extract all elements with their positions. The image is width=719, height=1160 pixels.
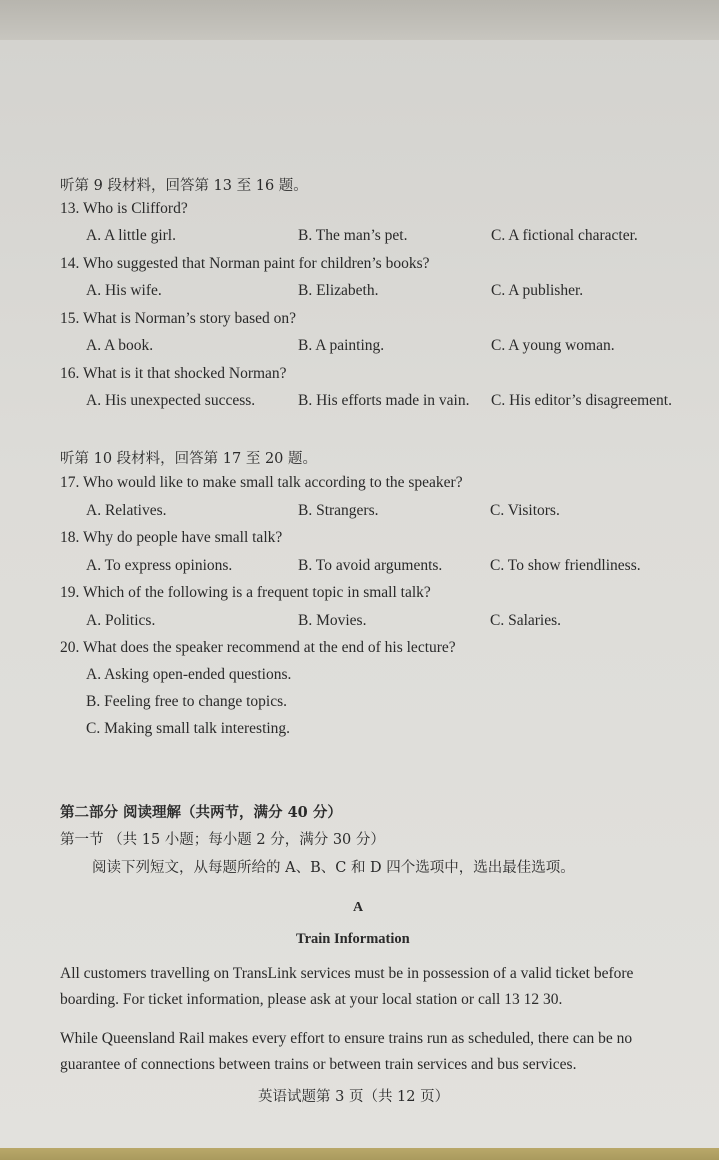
question-15: 15. What is Norman’s story based on?: [60, 310, 297, 327]
question-16: 16. What is it that shocked Norman?: [60, 365, 287, 382]
q15-option-c: C. A young woman.: [491, 337, 615, 354]
q18-option-a: A. To express opinions.: [86, 557, 233, 574]
q16-option-b: B. His efforts made in vain.: [298, 392, 470, 409]
question-17: 17. Who would like to make small talk according to the speaker?: [60, 474, 463, 491]
exam-page: [0, 40, 719, 1148]
part2-title: 第二部分 阅读理解（共两节，满分 40 分）: [60, 804, 342, 821]
section9-heading: 听第 9 段材料，回答第 13 至 16 题。: [60, 178, 308, 194]
q20-option-c: C. Making small talk interesting.: [86, 720, 291, 737]
passage-title: Train Information: [296, 931, 410, 947]
passage-paragraph-2-line-1: While Queensland Rail makes every effort to ensure trains run as scheduled, there can be no: [60, 1030, 633, 1047]
q17-option-b: B. Strangers.: [298, 502, 379, 519]
q18-option-b: B. To avoid arguments.: [298, 557, 443, 574]
q15-option-b: B. A painting.: [298, 337, 385, 354]
q14-option-b: B. Elizabeth.: [298, 282, 379, 299]
section10-heading: 听第 10 段材料，回答第 17 至 20 题。: [60, 451, 318, 467]
question-18: 18. Why do people have small talk?: [60, 529, 283, 546]
q16-option-c: C. His editor’s disagreement.: [491, 392, 672, 409]
q20-option-b: B. Feeling free to change topics.: [86, 693, 288, 710]
q15-option-a: A. A book.: [86, 337, 154, 354]
q18-option-c: C. To show friendliness.: [490, 557, 641, 574]
question-19: 19. Which of the following is a frequent topic in small talk?: [60, 584, 431, 601]
q14-option-c: C. A publisher.: [491, 282, 584, 299]
q16-option-a: A. His unexpected success.: [86, 392, 256, 409]
q19-option-c: C. Salaries.: [490, 612, 562, 629]
q14-option-a: A. His wife.: [86, 282, 162, 299]
q19-option-b: B. Movies.: [298, 612, 367, 629]
q17-option-c: C. Visitors.: [490, 502, 560, 519]
question-13: 13. Who is Clifford?: [60, 200, 188, 217]
q13-option-b: B. The man’s pet.: [298, 227, 408, 244]
part2-subtitle: 第一节 （共 15 小题；每小题 2 分，满分 30 分）: [60, 832, 385, 848]
q20-option-a: A. Asking open-ended questions.: [86, 666, 292, 683]
passage-paragraph-1-line-1: All customers travelling on TransLink services must be in possession of a valid ticket before: [60, 965, 634, 982]
q19-option-a: A. Politics.: [86, 612, 156, 629]
page-footer: 英语试题第 3 页（共 12 页）: [258, 1089, 450, 1105]
q13-option-c: C. A fictional character.: [491, 227, 638, 244]
question-20: 20. What does the speaker recommend at the end of his lecture?: [60, 639, 456, 656]
passage-letter: A: [353, 900, 364, 915]
question-14: 14. Who suggested that Norman paint for children’s books?: [60, 255, 430, 272]
q17-option-a: A. Relatives.: [86, 502, 167, 519]
part2-instruction: 阅读下列短文，从每题所给的 A、B、C 和 D 四个选项中，选出最佳选项。: [92, 860, 575, 876]
q13-option-a: A. A little girl.: [86, 227, 176, 244]
passage-paragraph-2-line-2: guarantee of connections between trains or between train services and bus services.: [60, 1056, 577, 1073]
background-bottom: [0, 1148, 719, 1160]
passage-paragraph-1-line-2: boarding. For ticket information, please ask at your local station or call 13 12 30.: [60, 991, 563, 1008]
